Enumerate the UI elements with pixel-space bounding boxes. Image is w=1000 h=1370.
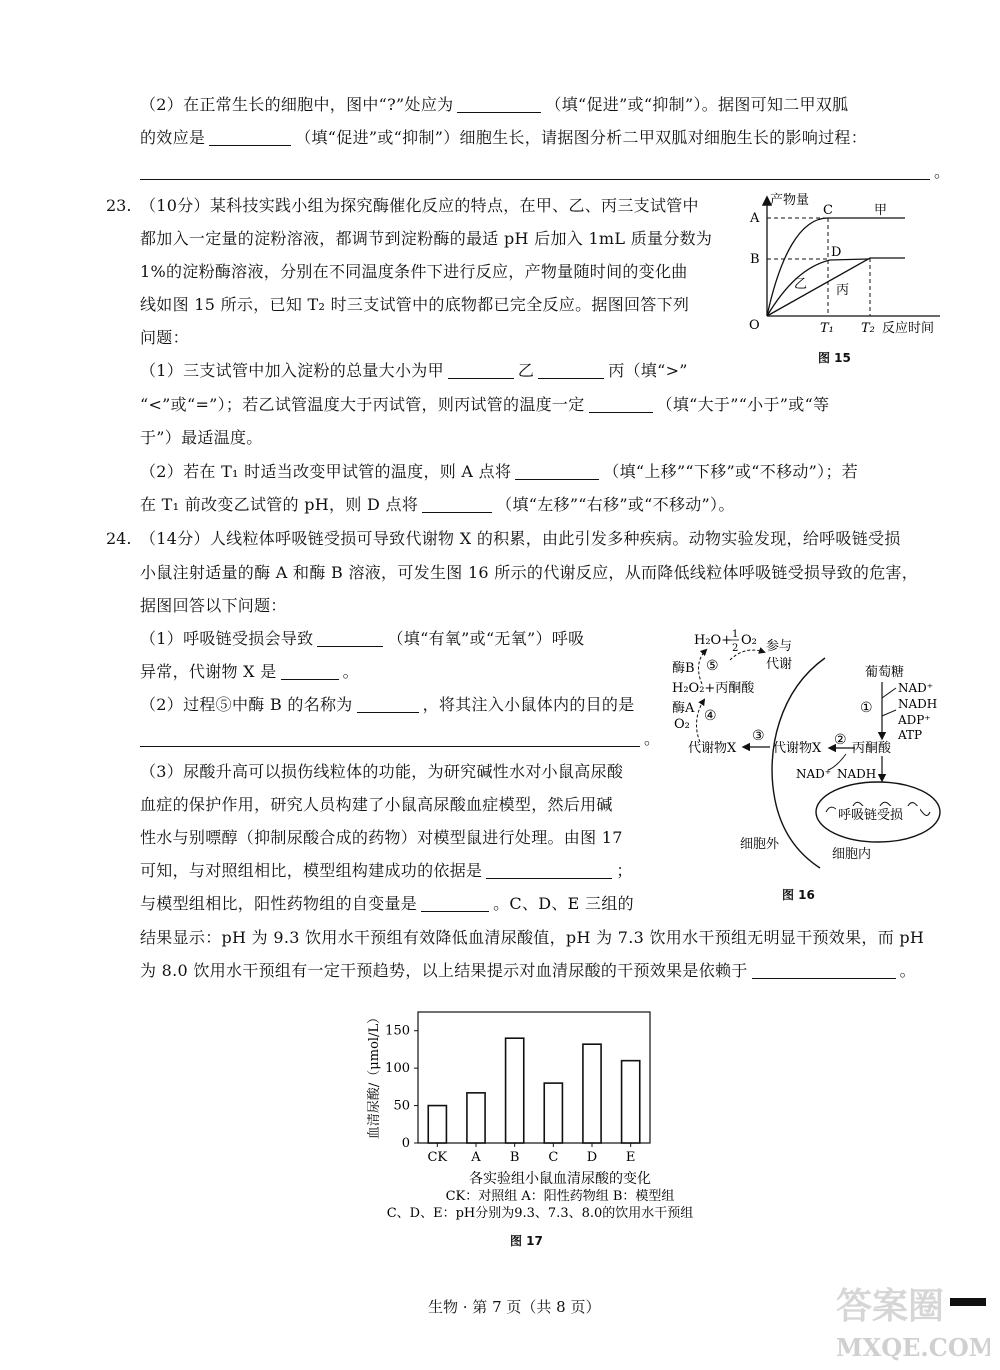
label-D: D	[831, 245, 842, 260]
answer-blank[interactable]	[448, 362, 514, 379]
answer-blank[interactable]	[538, 362, 604, 379]
plot-frame	[418, 1012, 650, 1143]
join-label-1: 参与	[766, 639, 793, 654]
q23-line4: 线如图 15 所示，已知 T₂ 时三支试管中的底物都已完全反应。据图回答下列	[140, 295, 690, 314]
nad-plus: NAD⁺	[898, 681, 934, 695]
q23-line3: 1%的淀粉酶溶液，分别在不同温度条件下进行反应，产物量随时间的变化曲	[140, 262, 688, 281]
h2o2-label: H₂O₂+丙酮酸	[672, 681, 755, 696]
q24-part1-line2	[140, 661, 359, 683]
bar-E	[622, 1061, 640, 1143]
answer-blank[interactable]	[457, 96, 541, 113]
answer-blank[interactable]	[515, 463, 599, 480]
text: （填“上移”“下移”或“不移动”）；若	[603, 462, 859, 481]
q24-part3-line4	[140, 860, 633, 882]
label-yi: 乙	[794, 277, 808, 292]
q24-line3: 据图回答以下问题：	[140, 596, 287, 615]
curve-jia	[767, 218, 905, 316]
half-den: 2	[732, 643, 739, 654]
step-5: ⑤	[706, 658, 719, 674]
page-footer: 生物 · 第 7 页（共 8 页）	[428, 1298, 601, 1316]
watermark-logo	[830, 1274, 990, 1364]
enzyme-a-label: 酶A	[672, 701, 695, 716]
label-bing: 丙	[836, 283, 850, 298]
arrow-step4	[697, 700, 704, 742]
text: （填“促进”或“抑制”）细胞生长，请据图分析二甲双胍对细胞生长的影响过程：	[295, 128, 868, 147]
o2-label: O₂	[741, 633, 757, 648]
atp: ATP	[898, 728, 923, 742]
cell-membrane	[772, 658, 825, 868]
answer-blank[interactable]	[486, 862, 612, 879]
label-A: A	[750, 211, 760, 226]
text: 。	[899, 961, 916, 980]
q24-line1: （14分）人线粒体呼吸链受损可导致代谢物 X 的积累，由此引发多种疾病。动物实验发现，给呼吸链受损	[140, 529, 901, 548]
chart-bars	[428, 1038, 640, 1143]
figure-17-caption: 图 17	[510, 1234, 543, 1248]
branch-adp	[882, 710, 896, 716]
text: ；	[616, 861, 633, 880]
nadh-2: NADH	[837, 767, 877, 781]
answer-blank[interactable]	[317, 630, 383, 647]
y-tick-label: 0	[401, 1136, 410, 1151]
q23-line2: 都加入一定量的淀粉溶液，都调节到淀粉酶的最适 pH 后加入 1mL 质量分数为	[140, 229, 713, 248]
figure-16-diagram	[660, 620, 950, 870]
text: 为 8.0 饮用水干预组有一定干预趋势，以上结果提示对血清尿酸的干预效果是依赖于	[140, 961, 748, 980]
mito-label: 呼吸链受损	[838, 808, 904, 823]
outside-label: 细胞外	[740, 837, 780, 852]
adp: ADP⁺	[898, 713, 931, 727]
metabolite-x-inside: 代谢物X	[773, 741, 822, 756]
figure-15-caption: 图 15	[818, 351, 851, 365]
chart-legend-line2: C、D、E：pH分别为9.3、7.3、8.0的饮用水干预组	[386, 1206, 694, 1221]
text: 。	[342, 662, 359, 681]
q23-part2-line1	[140, 461, 858, 483]
x-tick-label-A: A	[471, 1150, 481, 1165]
text: （2）过程⑤中酶 B 的名称为	[140, 695, 353, 714]
q24-part3-line1: （3）尿酸升高可以损伤线粒体的功能，为研究碱性水对小鼠高尿酸	[140, 762, 624, 781]
watermark-top: 答案圈	[836, 1285, 945, 1327]
figure-15-graph	[740, 186, 960, 366]
page-edge-mark	[950, 1298, 986, 1306]
watermark-bottom: MXQE.COM	[836, 1333, 990, 1362]
text: （2）在正常生长的细胞中，图中“?”处应为	[140, 95, 454, 114]
bar-A	[467, 1093, 485, 1143]
q22-part2-line1	[140, 94, 848, 116]
q24-part2-line2	[140, 728, 660, 750]
origin-label: O	[749, 318, 760, 333]
answer-blank[interactable]	[421, 895, 489, 912]
label-B: B	[750, 252, 760, 267]
chart-legend-line1: CK：对照组 A：阳性药物组 B：模型组	[445, 1189, 675, 1204]
text: （填“大于”“小于”或“等	[656, 395, 830, 414]
answer-blank-long[interactable]	[140, 163, 930, 180]
text: 异常，代谢物 X 是	[140, 662, 277, 681]
figure-17-chart	[360, 1010, 720, 1225]
bar-CK	[428, 1106, 446, 1143]
answer-blank[interactable]	[589, 396, 653, 413]
answer-blank-long[interactable]	[140, 730, 640, 747]
text: 。	[644, 729, 661, 748]
q23-line1: （10分）某科技实践小组为探究酶催化反应的特点，在甲、乙、丙三支试管中	[140, 196, 699, 215]
q24-part1-line1	[140, 628, 584, 650]
arrow-step5	[699, 650, 706, 684]
q22-part2-line3	[140, 161, 950, 183]
join-label-2: 代谢	[766, 657, 793, 672]
nad-plus-2: NAD⁺	[796, 767, 832, 781]
y-tick-label: 50	[393, 1098, 410, 1114]
x-tick-label-E: E	[625, 1150, 636, 1165]
text: （填“左移”“右移”或“不移动”）。	[496, 495, 735, 514]
text: 在 T₁ 前改变乙试管的 pH，则 D 点将	[140, 495, 419, 514]
metabolite-x-outside: 代谢物X	[688, 741, 737, 756]
text: ，将其注入小鼠体内的目的是	[422, 695, 635, 714]
q24-part3-line2: 血症的保护作用，研究人员构建了小鼠高尿酸血症模型，然后用碱	[140, 795, 613, 814]
text: 。C、D、E 三组的	[493, 894, 634, 913]
q24-part3-line7	[140, 960, 916, 982]
bar-D	[583, 1044, 601, 1143]
q23-part1-line2	[140, 394, 829, 416]
glucose-label: 葡萄糖	[865, 665, 905, 680]
q24-number: 24.	[106, 529, 132, 548]
answer-blank[interactable]	[752, 962, 896, 979]
q23-part1-line3: 于”）最适温度。	[140, 428, 263, 447]
x-tick-label-CK: CK	[427, 1150, 448, 1165]
text: 可知，与对照组相比，模型组构建成功的依据是	[140, 861, 483, 880]
enzyme-b-label: 酶B	[672, 661, 695, 676]
q24-line2: 小鼠注射适量的酶 A 和酶 B 溶液，可发生图 16 所示的代谢反应，从而降低线粒体呼吸链受损导致的危害，	[140, 563, 919, 582]
step-1: ①	[860, 700, 873, 716]
o2-small-label: O₂	[674, 717, 690, 732]
text: 。	[934, 162, 951, 181]
q24-part3-line6: 结果显示：pH 为 9.3 饮用水干预组有效降低血清尿酸值，pH 为 7.3 饮用水干预组无明显干预效果，而 pH	[140, 928, 925, 947]
q24-part2-line1	[140, 694, 635, 716]
q24-part3-line3: 性水与别嘌醇（抑制尿酸合成的药物）对模型鼠进行处理。由图 17	[140, 828, 623, 847]
y-tick-label: 150	[385, 1023, 410, 1039]
pyruvate-label: 丙酮酸	[852, 741, 892, 756]
label-C: C	[823, 203, 833, 218]
label-T1: T₁	[820, 321, 834, 336]
text: “<”或“=”）；若乙试管温度大于丙试管，则丙试管的温度一定	[140, 395, 585, 414]
q23-part1-line1	[140, 360, 688, 382]
inside-label: 细胞内	[832, 847, 872, 862]
label-T2: T₂	[861, 321, 875, 336]
h2o-label: H₂O+	[694, 633, 733, 648]
x-tick-label-C: C	[548, 1150, 559, 1165]
half-num: 1	[732, 629, 739, 640]
text: （1）呼吸链受损会导致	[140, 629, 314, 648]
text: （2）若在 T₁ 时适当改变甲试管的温度，则 A 点将	[140, 462, 512, 481]
q23-line5: 问题：	[140, 328, 189, 347]
answer-blank[interactable]	[357, 696, 419, 713]
y-tick-label: 100	[385, 1061, 410, 1077]
text: （填“促进”或“抑制”）。据图可知二甲双胍	[545, 95, 849, 114]
branch-nad	[882, 688, 896, 698]
q23-part2-line2	[140, 494, 735, 516]
y-axis-label: 血清尿酸/（μmol/L）	[367, 1010, 382, 1140]
text: 乙	[517, 361, 535, 380]
watermark	[830, 1274, 990, 1368]
answer-blank[interactable]	[209, 129, 291, 146]
x-axis-label: 反应时间	[882, 321, 935, 336]
chart-axes	[418, 1012, 650, 1143]
text: （填“有氧”或“无氧”）呼吸	[387, 629, 585, 648]
text: 的效应是	[140, 128, 206, 147]
chart-title: 各实验组小鼠血清尿酸的变化	[469, 1171, 651, 1187]
step-3: ③	[752, 728, 765, 744]
figure-16-caption: 图 16	[782, 888, 815, 902]
text: （1）三支试管中加入淀粉的总量大小为甲	[140, 361, 444, 380]
q23-number: 23.	[106, 196, 132, 215]
text: 丙（填“>”	[608, 361, 688, 380]
text: 与模型组相比，阳性药物组的自变量是	[140, 894, 418, 913]
answer-blank[interactable]	[281, 663, 339, 680]
nadh: NADH	[898, 697, 938, 711]
x-tick-label-D: D	[586, 1150, 598, 1165]
y-axis-label: 产物量	[770, 193, 810, 208]
bar-C	[544, 1083, 562, 1143]
step-4: ④	[704, 708, 717, 724]
q22-part2-line2	[140, 127, 867, 149]
q24-part3-line5	[140, 893, 634, 915]
x-tick-label-B: B	[509, 1150, 520, 1165]
label-jia: 甲	[874, 203, 888, 218]
step-2: ②	[834, 732, 847, 748]
bar-B	[506, 1038, 524, 1143]
answer-blank[interactable]	[422, 496, 492, 513]
